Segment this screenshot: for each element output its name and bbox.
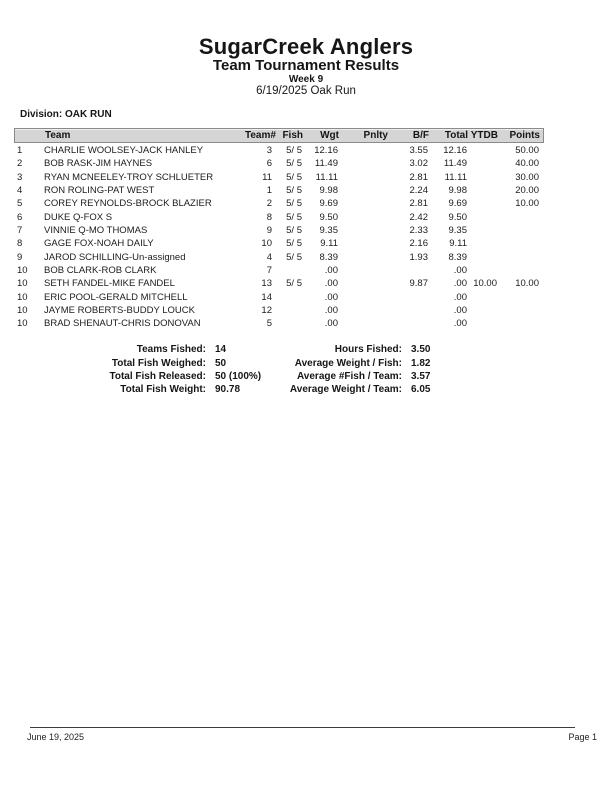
cell-wgt: .00 (324, 278, 338, 290)
cell-fish: 5/ 5 (286, 171, 302, 183)
cell-points: 20.00 (515, 184, 539, 196)
cell-total: 9.11 (449, 238, 467, 250)
cell-team: JAYME ROBERTS-BUDDY LOUCK (44, 305, 195, 317)
cell-team: COREY REYNOLDS-BROCK BLAZIER (44, 198, 212, 210)
page-title: SugarCreek Anglers (198, 34, 414, 59)
division-label: Division: OAK RUN (20, 109, 112, 120)
cell-team_num: 2 (266, 198, 272, 210)
cell-fish: 5/ 5 (286, 278, 302, 290)
cell-team: VINNIE Q-MO THOMAS (44, 224, 148, 236)
cell-bf: 2.33 (409, 224, 428, 236)
summary-row (240, 370, 430, 383)
summary-label: Total Fish Released: (109, 370, 206, 382)
table-row (14, 224, 544, 237)
cell-total: 9.98 (448, 184, 467, 196)
cell-wgt: 9.69 (319, 198, 338, 210)
cell-team_num: 12 (261, 305, 272, 317)
table-row (14, 197, 544, 210)
cell-team_num: 14 (261, 291, 272, 303)
cell-team_num: 1 (266, 184, 272, 196)
cell-total: 9.69 (448, 198, 467, 210)
cell-wgt: 9.35 (319, 224, 338, 236)
summary-value: 14 (215, 344, 227, 356)
report-header (0, 35, 612, 98)
cell-total: 11.49 (443, 158, 467, 170)
cell-fish: 5/ 5 (286, 158, 302, 170)
cell-total: 9.35 (448, 224, 467, 236)
cell-place: 10 (17, 265, 28, 277)
col-weight: Wgt (320, 129, 339, 141)
table-row (14, 184, 544, 197)
cell-wgt: 11.49 (314, 158, 338, 170)
summary-left-column (14, 343, 261, 397)
col-points: Points (509, 129, 540, 141)
cell-bf: 3.55 (409, 144, 428, 156)
cell-team: GAGE FOX-NOAH DAILY (44, 238, 154, 250)
cell-team_num: 5 (266, 318, 272, 330)
table-row (14, 237, 544, 250)
cell-fish: 5/ 5 (286, 184, 302, 196)
cell-bf: 2.16 (409, 238, 428, 250)
col-fish: Fish (282, 129, 303, 141)
cell-team: CHARLIE WOOLSEY-JACK HANLEY (44, 144, 204, 156)
cell-bf: 9.87 (409, 278, 428, 290)
table-row (14, 251, 544, 264)
cell-wgt: 9.98 (319, 184, 338, 196)
cell-place: 9 (17, 251, 23, 263)
footer-date: June 19, 2025 (27, 732, 85, 742)
cell-team: SETH FANDEL-MIKE FANDEL (44, 278, 175, 290)
col-total: Total (444, 129, 468, 141)
cell-place: 3 (17, 171, 23, 183)
event-date-venue: 6/19/2025 Oak Run (256, 85, 356, 97)
cell-fish: 5/ 5 (286, 144, 302, 156)
table-row (14, 157, 544, 170)
cell-fish: 5/ 5 (286, 224, 302, 236)
col-big-fish: B/F (412, 129, 429, 141)
cell-fish: 5/ 5 (286, 251, 302, 263)
cell-team: BOB CLARK-ROB CLARK (44, 265, 157, 277)
summary-row (14, 343, 261, 356)
summary-label: Total Fish Weight: (120, 384, 206, 396)
summary-row (240, 383, 430, 396)
summary-label: Teams Fished: (136, 344, 206, 356)
cell-bf: 2.81 (409, 171, 428, 183)
cell-ytdb: 10.00 (473, 278, 497, 290)
cell-team: RON ROLING-PAT WEST (44, 184, 155, 196)
summary-value: 50 (215, 357, 227, 369)
table-row (14, 144, 544, 157)
summary-value: 3.50 (411, 344, 431, 356)
cell-bf: 1.93 (409, 251, 428, 263)
cell-team: DUKE Q-FOX S (44, 211, 113, 223)
cell-wgt: 9.11 (320, 238, 338, 250)
cell-total: 9.50 (448, 211, 467, 223)
cell-fish: 5/ 5 (286, 198, 302, 210)
cell-place: 8 (17, 238, 23, 250)
table-row (14, 171, 544, 184)
table-row (14, 277, 544, 290)
cell-place: 10 (17, 305, 28, 317)
col-penalty: Pnlty (363, 129, 388, 141)
cell-place: 1 (17, 144, 23, 156)
cell-points: 40.00 (515, 158, 539, 170)
cell-wgt: 11.11 (315, 171, 338, 183)
cell-total: 8.39 (448, 251, 467, 263)
footer-divider (30, 727, 575, 728)
cell-team_num: 3 (266, 144, 272, 156)
cell-total: .00 (453, 265, 467, 277)
cell-team_num: 13 (261, 278, 272, 290)
table-header-row (14, 128, 544, 143)
summary-value: 3.57 (411, 370, 431, 382)
cell-place: 10 (17, 278, 28, 290)
cell-team: BOB RASK-JIM HAYNES (44, 158, 153, 170)
footer-page-number: Page 1 (568, 732, 597, 742)
summary-value: 50 (100%) (215, 370, 262, 382)
cell-wgt: 12.16 (314, 144, 338, 156)
table-row (14, 264, 544, 277)
cell-bf: 2.42 (409, 211, 428, 223)
cell-points: 10.00 (515, 278, 539, 290)
col-ytdb: YTDB (470, 129, 498, 141)
summary-row (14, 356, 261, 369)
summary-value: 6.05 (411, 384, 431, 396)
page-footer (27, 732, 597, 742)
summary-label: Average Weight / Fish: (294, 357, 402, 369)
cell-total: .00 (453, 278, 467, 290)
cell-wgt: 9.50 (319, 211, 338, 223)
cell-wgt: .00 (324, 291, 338, 303)
col-team-number: Team# (245, 129, 276, 141)
table-row (14, 211, 544, 224)
summary-value: 90.78 (215, 384, 241, 396)
report-subtitle: Team Tournament Results (212, 57, 400, 74)
cell-total: .00 (453, 291, 467, 303)
cell-team: JAROD SCHILLING-Un-assigned (44, 251, 186, 263)
cell-team: ERIC POOL-GERALD MITCHELL (44, 291, 188, 303)
table-row (14, 317, 544, 330)
cell-wgt: 8.39 (319, 251, 338, 263)
cell-team_num: 7 (266, 265, 272, 277)
cell-points: 50.00 (515, 144, 539, 156)
summary-row (14, 383, 261, 396)
cell-team_num: 11 (262, 171, 272, 183)
summary-label: Total Fish Weighed: (111, 357, 206, 369)
cell-team_num: 9 (266, 224, 272, 236)
cell-team_num: 4 (266, 251, 272, 263)
cell-wgt: .00 (324, 265, 338, 277)
cell-team: RYAN MCNEELEY-TROY SCHLUETER (44, 171, 214, 183)
cell-fish: 5/ 5 (286, 238, 302, 250)
cell-wgt: .00 (324, 305, 338, 317)
cell-place: 5 (17, 198, 23, 210)
cell-place: 10 (17, 318, 28, 330)
cell-place: 6 (17, 211, 23, 223)
week-label: Week 9 (288, 74, 324, 85)
summary-label: Hours Fished: (334, 344, 402, 356)
col-team: Team (45, 129, 71, 141)
summary-value: 1.82 (411, 357, 431, 369)
cell-points: 10.00 (515, 198, 539, 210)
cell-total: 11.11 (444, 171, 467, 183)
cell-place: 7 (17, 224, 23, 236)
cell-total: .00 (453, 305, 467, 317)
cell-bf: 3.02 (409, 158, 428, 170)
table-row (14, 304, 544, 317)
summary-row (240, 343, 430, 356)
results-table (14, 128, 544, 331)
cell-place: 10 (17, 291, 28, 303)
cell-team_num: 10 (261, 238, 272, 250)
summary-row (240, 356, 430, 369)
summary-right-column (240, 343, 430, 397)
cell-team_num: 6 (266, 158, 272, 170)
summary-label: Average Weight / Team: (289, 384, 402, 396)
summary-row (14, 370, 261, 383)
cell-bf: 2.81 (409, 198, 428, 210)
cell-total: 12.16 (443, 144, 467, 156)
summary-label: Average #Fish / Team: (296, 370, 402, 382)
cell-place: 4 (17, 184, 23, 196)
table-body (14, 144, 544, 331)
cell-fish: 5/ 5 (286, 211, 302, 223)
cell-points: 30.00 (515, 171, 539, 183)
cell-wgt: .00 (324, 318, 338, 330)
cell-team: BRAD SHENAUT-CHRIS DONOVAN (44, 318, 201, 330)
table-row (14, 291, 544, 304)
cell-bf: 2.24 (409, 184, 428, 196)
cell-place: 2 (17, 158, 23, 170)
cell-team_num: 8 (266, 211, 272, 223)
cell-total: .00 (453, 318, 467, 330)
